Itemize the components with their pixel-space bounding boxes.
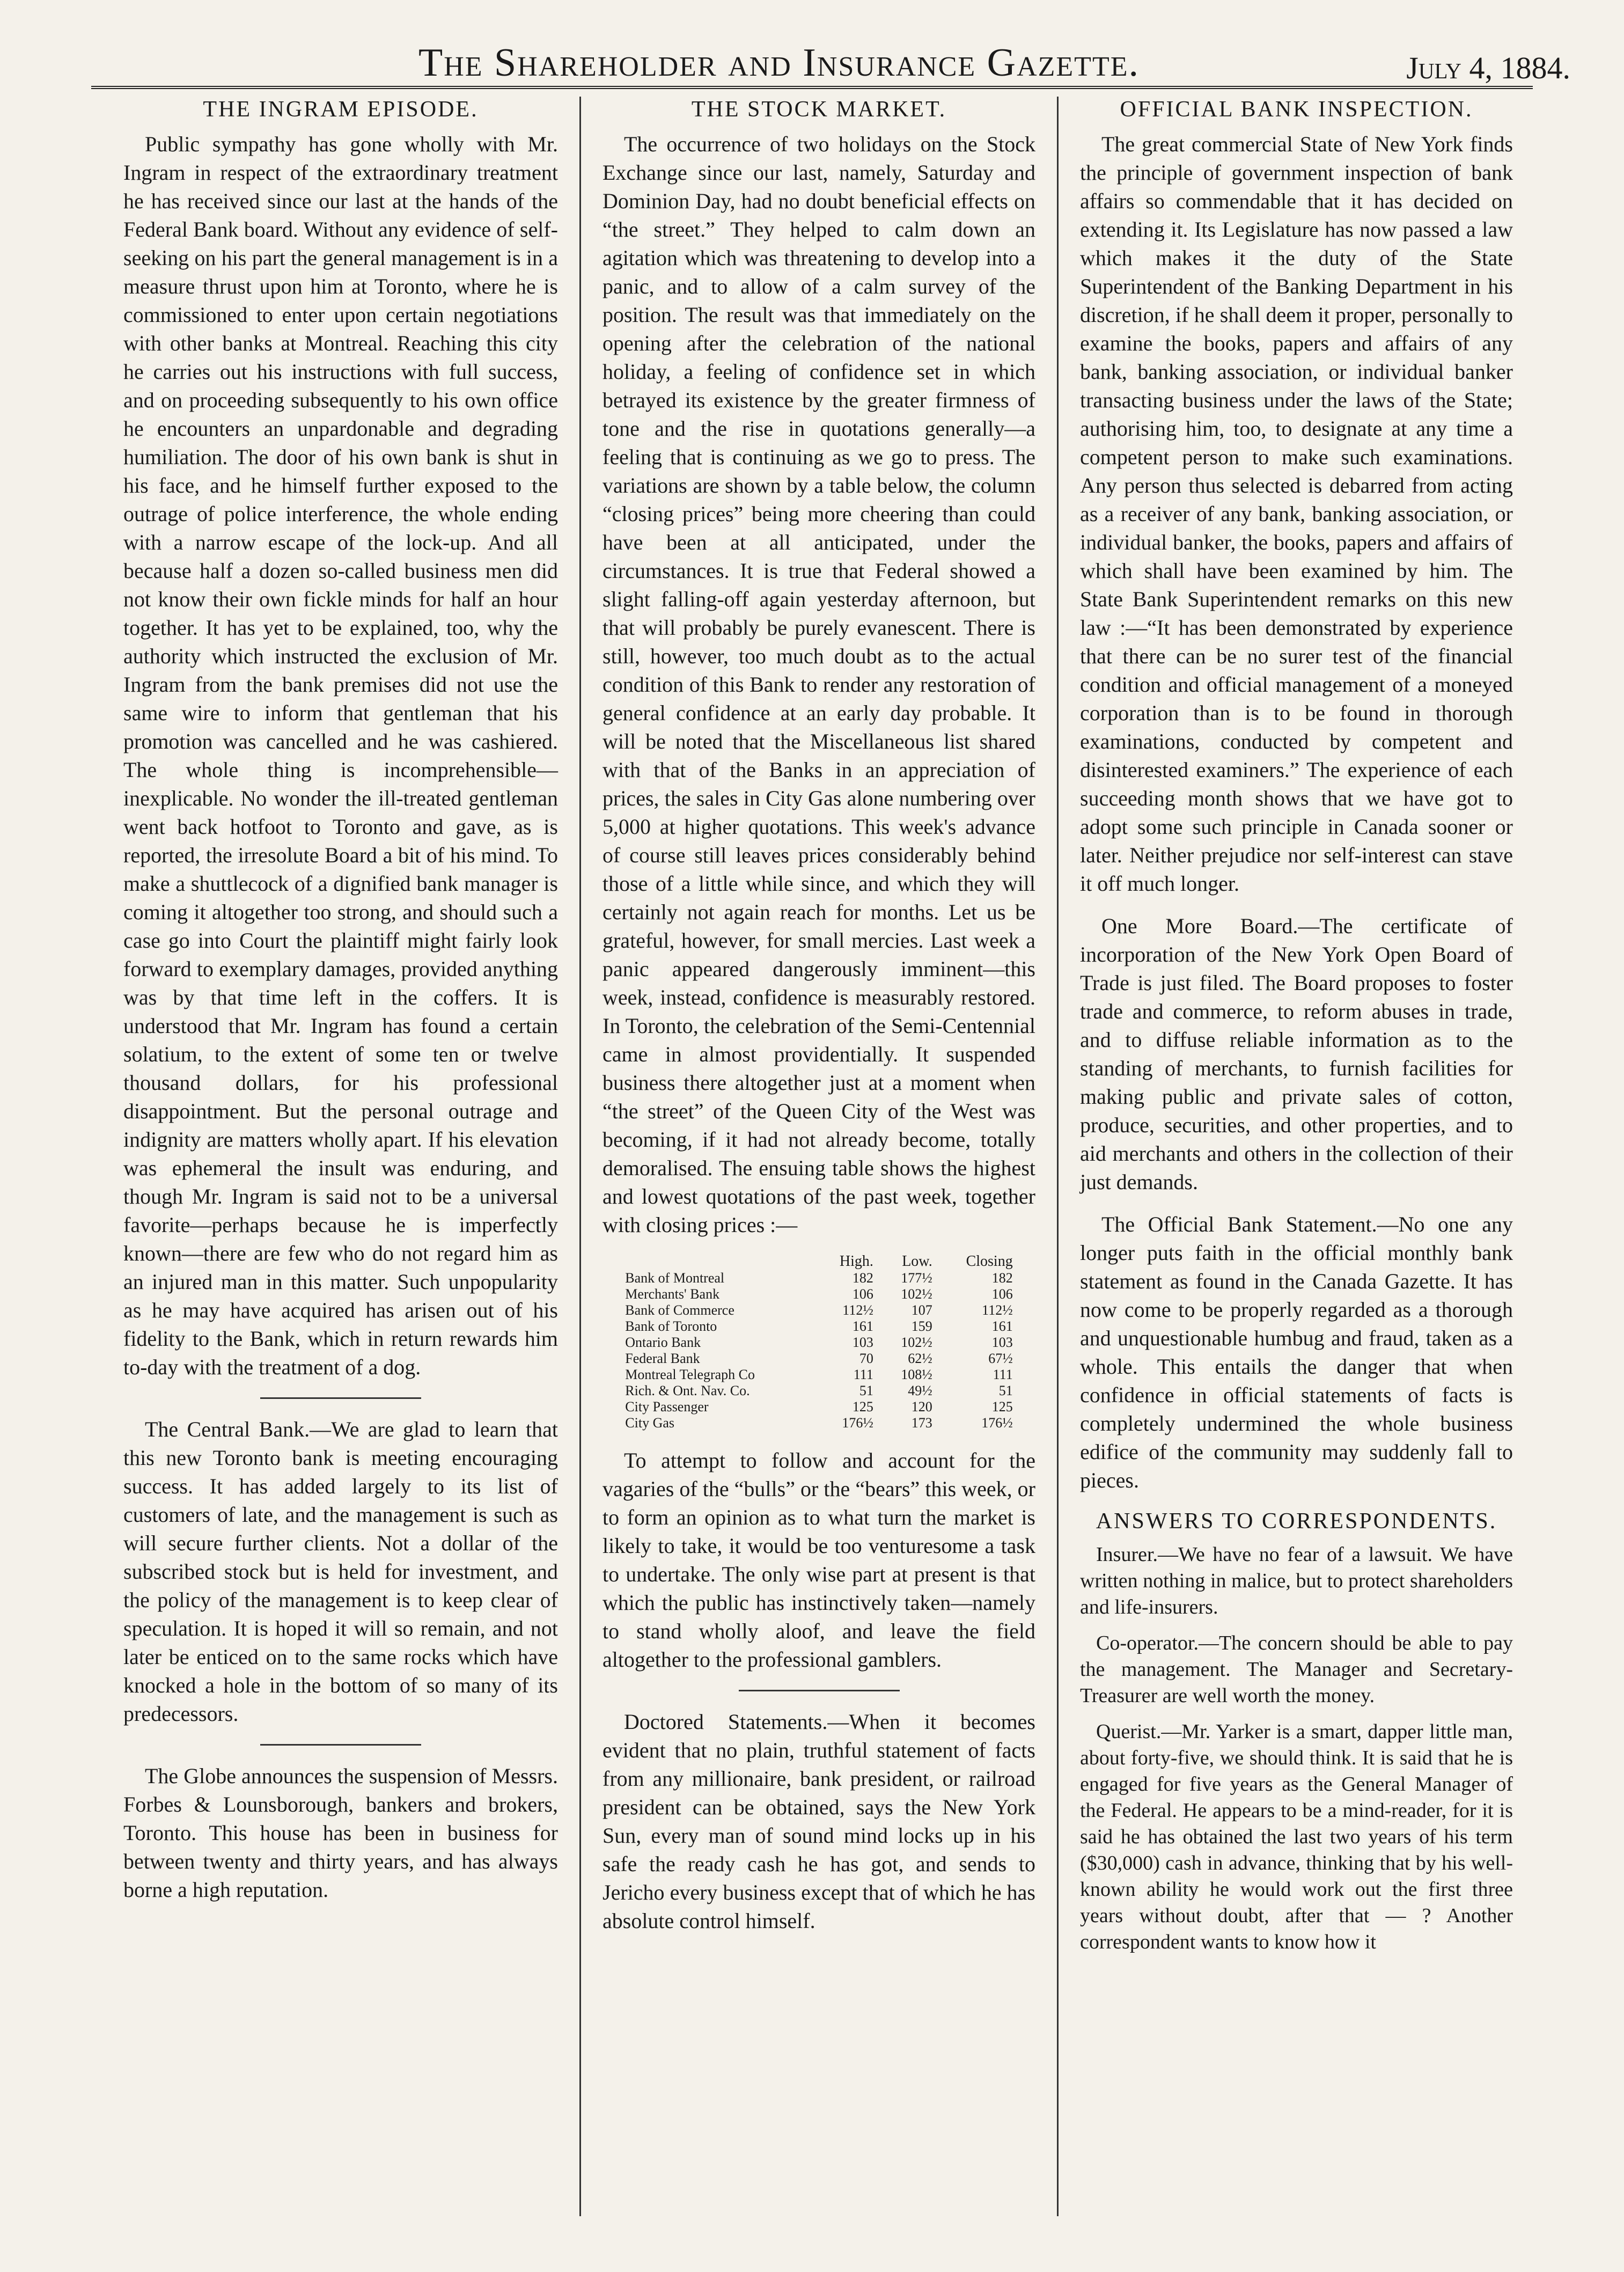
price-high: 176½ bbox=[842, 1415, 873, 1431]
security-name: Federal Bank bbox=[625, 1351, 700, 1366]
security-name: City Gas bbox=[625, 1415, 675, 1431]
column-1 bbox=[102, 97, 579, 2216]
article-columns bbox=[102, 97, 1534, 2216]
price-table-row bbox=[620, 1367, 1018, 1383]
price-closing: 51 bbox=[998, 1383, 1013, 1398]
col-high: High. bbox=[839, 1253, 873, 1270]
security-name: Bank of Montreal bbox=[625, 1270, 725, 1286]
masthead-rule bbox=[91, 86, 1533, 89]
price-table-row bbox=[620, 1318, 1018, 1335]
price-table-header bbox=[620, 1253, 1018, 1270]
price-closing: 111 bbox=[993, 1367, 1013, 1382]
price-high: 161 bbox=[852, 1318, 873, 1334]
price-closing: 106 bbox=[991, 1286, 1013, 1302]
security-name: Montreal Telegraph Co bbox=[625, 1367, 755, 1382]
price-low: 102½ bbox=[901, 1286, 932, 1302]
stock-market-heading: THE STOCK MARKET. bbox=[691, 97, 947, 122]
price-low: 108½ bbox=[901, 1367, 932, 1382]
price-low: 107 bbox=[911, 1302, 932, 1318]
price-closing: 103 bbox=[991, 1335, 1013, 1350]
col-closing: Closing bbox=[966, 1253, 1013, 1270]
price-low: 177½ bbox=[901, 1270, 932, 1286]
divider bbox=[260, 1397, 421, 1399]
column-2 bbox=[579, 97, 1057, 2216]
column-3 bbox=[1057, 97, 1534, 2216]
price-table-row bbox=[620, 1270, 1018, 1286]
price-closing: 176½ bbox=[981, 1415, 1013, 1431]
issue-date: July 4, 1884. bbox=[1406, 50, 1570, 85]
price-table-row bbox=[620, 1335, 1018, 1351]
price-high: 51 bbox=[859, 1383, 873, 1398]
price-table-row bbox=[620, 1383, 1018, 1399]
price-high: 70 bbox=[859, 1351, 873, 1366]
price-closing: 112½ bbox=[982, 1302, 1013, 1318]
price-table-row bbox=[620, 1351, 1018, 1367]
price-high: 111 bbox=[853, 1367, 873, 1382]
ingram-article: Public sympathy has gone wholly with Mr. Ingram in respect of the extraordinary treatment he has received since our last at the hands of the Federal Bank board. Without any evidence of self-seeking on his part the general management is in a measure thrust upon him at Toronto, where he is commissioned to enter upon certain negotiations with other banks at Montreal. Reaching this city he carries out his instructions with full success, and on proceeding subsequently to his own office he encounters an unpardonable and degrading humiliation. The door of his own bank is shut in his face, and he himself further exposed to the outrage of police interference, the whole ending with a narrow escape of the lock-up. And all because half a dozen so-called business men did not know their own fickle minds for half an hour together. It has yet to be explained, too, why the authority which instructed the exclusion of Mr. Ingram from the bank premises did not use the same wire to inform that gentleman that his promotion was cancelled and he was cashiered. The whole thing is incomprehensible—inexplicable. No wonder the ill-treated gentleman went back hotfoot to Toronto and gave, as is reported, the irresolute Board a bit of his mind. To make a shuttlecock of a dignified bank manager is coming it altogether too strong, and should such a case go into Court the plaintiff might fairly look forward to exemplary damages, provided anything was by that time left in the coffers. It is understood that Mr. Ingram has found a certain solatium, to the extent of some ten or twelve thousand dollars, for his professional disappointment. But the personal outrage and indignity are matters wholly apart. If his elevation was ephemeral the insult was enduring, and though Mr. Ingram is said not to be a universal favorite—perhaps because he is imperfectly known—there are few who do not regard him as an injured man in this matter. Such unpopularity as he may have acquired has arisen out of his fidelity to the Bank, which in return rewards him to-day with the treatment of a dog. bbox=[123, 132, 558, 1379]
price-closing: 67½ bbox=[988, 1351, 1013, 1366]
doctored-statements-article: Doctored Statements.—When it becomes evident that no plain, truthful statement of facts from any millionaire, bank president, or railroad president can be obtained, says the New York Sun, every man of sound mind locks up in his safe the ready cash he has got, and sends to Jericho every business except that of which he has absolute control himself. bbox=[602, 1710, 1035, 1933]
masthead bbox=[32, 16, 1592, 86]
globe-article: The Globe announces the suspension of Messrs. Forbes & Lounsborough, bankers and brokers, Toronto. This house has been in business for between twenty and thirty years, and has always borne a high reputation. bbox=[123, 1764, 558, 1902]
ingram-heading: THE INGRAM EPISODE. bbox=[203, 97, 479, 122]
security-name: Rich. & Ont. Nav. Co. bbox=[625, 1383, 750, 1398]
bank-inspection-article: The great commercial State of New York finds the principle of government inspection of bank affairs so commendable that it has decided on extending it. Its Legislature has now passed a law which makes it the duty of the State Superintendent of the Banking Department in his discretion, if he shall deem it proper, personally to examine the books, papers and affairs of any bank, banking association, or individual banker transacting business under the laws of the State; authorising him, too, to designate at any time a competent person to make such examinations. Any person thus selected is debarred from acting as a receiver of any bank, banking association, or individual banker, the books, papers and affairs of which shall have been examined by him. The State Bank Superintendent remarks on this new law :—“It has been demonstrated by experience that there can be no surer test of the financial condition and official management of a moneyed corporation than is to be found in thorough examinations, conducted by competent and disinterested examiners.” The experience of each succeeding month shows that we have got to adopt some such principle in Canada sooner or later. Neither prejudice nor self-interest can stave it off much longer. bbox=[1080, 132, 1513, 896]
one-more-board-article: One More Board.—The certificate of incorporation of the New York Open Board of Trade is just filed. The Board proposes to foster trade and commerce, to reform abuses in trade, and to diffuse reliable information as to the standing of merchants, to furnish facilities for making public and private sales of cotton, produce, securities, and other properties, and to aid merchants and others in the collection of their just demands. bbox=[1080, 914, 1513, 1194]
price-closing: 161 bbox=[991, 1318, 1013, 1334]
divider bbox=[260, 1744, 421, 1746]
price-table-row bbox=[620, 1302, 1018, 1318]
divider bbox=[739, 1690, 900, 1691]
price-low: 173 bbox=[911, 1415, 932, 1431]
bank-inspection-heading: OFFICIAL BANK INSPECTION. bbox=[1120, 97, 1473, 122]
price-high: 103 bbox=[852, 1335, 873, 1350]
price-low: 120 bbox=[911, 1399, 932, 1414]
price-high: 112½ bbox=[842, 1302, 873, 1318]
price-closing: 125 bbox=[991, 1399, 1013, 1414]
security-name: Merchants' Bank bbox=[625, 1286, 720, 1302]
answer-insurer: Insurer.—We have no fear of a lawsuit. We have written nothing in malice, but to protect shareholders and life-insurers. bbox=[1080, 1543, 1513, 1618]
price-table-row bbox=[620, 1286, 1018, 1302]
central-bank-article: The Central Bank.—We are glad to learn that this new Toronto bank is meeting encouraging success. It has added largely to its list of customers of late, and the management is such as will secure further clients. Not a dollar of the subscribed stock but is held for investment, and the policy of the management is to keep clear of speculation. It is hoped it will so remain, and not later be enticed on to the same rocks which have knocked a hole in the bottom of so many of its predecessors. bbox=[123, 1417, 558, 1726]
stock-market-article: The occurrence of two holidays on the Stock Exchange since our last, namely, Saturday and Dominion Day, had no doubt beneficial effects on “the street.” They helped to calm down an agitation which was threatening to develop into a panic, and to allow of a calm survey of the position. The result was that immediately on the opening after the celebration of the national holiday, a feeling of confidence set in which betrayed its existence by the greater firmness of tone and the rise in quotations generally—a feeling that is continuing as we go to press. The variations are shown by a table below, the column “closing prices” being more cheering than could have been at all anticipated, under the circumstances. It is true that Federal showed a slight falling-off again yesterday afternoon, but that will probably be purely evanescent. There is still, however, too much doubt as to the actual condition of this Bank to render any restoration of general confidence at an early day probable. It will be noted that the Miscellaneous list shared with that of the Banks in an appreciation of prices, the sales in City Gas alone numbering over 5,000 at higher quotations. This week's advance of course still leaves prices considerably behind those of a little while since, and which they will certainly not again reach for months. Let us be grateful, however, for small mercies. Last week a panic appeared dangerously imminent—this week, instead, confidence is measurably restored. In Toronto, the celebration of the Semi-Centennial came in almost providentially. It suspended business there altogether just at a moment when “the street” of the Queen City of the West was becoming, if it had not already become, totally demoralised. The ensuing table shows the highest and lowest quotations of the past week, together with closing prices :— bbox=[602, 132, 1035, 1237]
answer-querist: Querist.—Mr. Yarker is a smart, dapper little man, about forty-five, we should think. It is said that he is engaged for five years as the General Manager of the Federal. He appears to be a mind-reader, for it is said he has obtained the last two years of his term ($30,000) cash in advance, thinking that by his well-known ability he would work out the first three years without doubt, after that — ? Another correspondent wants to know how it bbox=[1080, 1720, 1513, 1953]
price-low: 159 bbox=[911, 1318, 932, 1334]
security-name: Bank of Commerce bbox=[625, 1302, 734, 1318]
price-low: 62½ bbox=[908, 1351, 932, 1366]
security-name: Ontario Bank bbox=[625, 1335, 701, 1350]
answer-co-operator: Co-operator.—The concern should be able to pay the management. The Manager and Secretary-Treasurer are well worth the money. bbox=[1080, 1632, 1513, 1707]
price-low: 49½ bbox=[908, 1383, 932, 1398]
price-low: 102½ bbox=[901, 1335, 932, 1350]
price-table-row bbox=[620, 1415, 1018, 1431]
correspondents-heading: ANSWERS TO CORRESPONDENTS. bbox=[1096, 1509, 1497, 1534]
security-name: City Passenger bbox=[625, 1399, 709, 1414]
security-name: Bank of Toronto bbox=[625, 1318, 717, 1334]
newspaper-title: The Shareholder and Insurance Gazette. bbox=[418, 41, 1140, 85]
price-table bbox=[620, 1253, 1018, 1431]
price-high: 125 bbox=[852, 1399, 873, 1414]
col-low: Low. bbox=[902, 1253, 932, 1270]
price-table-row bbox=[620, 1399, 1018, 1415]
price-high: 106 bbox=[852, 1286, 873, 1302]
price-closing: 182 bbox=[991, 1270, 1013, 1286]
market-outlook-article: To attempt to follow and account for the vagaries of the “bulls” or the “bears” this week, or to form an opinion as to what turn the market is likely to take, it would be too venturesome a task to undertake. The only wise part at present is that which the public has instinctively taken—namely to stand wholly aloof, and leave the field altogether to the professional gamblers. bbox=[602, 1448, 1035, 1672]
official-statement-article: The Official Bank Statement.—No one any longer puts faith in the official monthly bank statement as found in the Canada Gazette. It has now come to be properly regarded as a thorough and unquestionable humbug and fraud, taken as a whole. This entails the danger that when confidence in official statements of facts is completely undermined the whole business edifice of the community may suddenly fall to pieces. bbox=[1080, 1212, 1513, 1492]
price-high: 182 bbox=[852, 1270, 873, 1286]
